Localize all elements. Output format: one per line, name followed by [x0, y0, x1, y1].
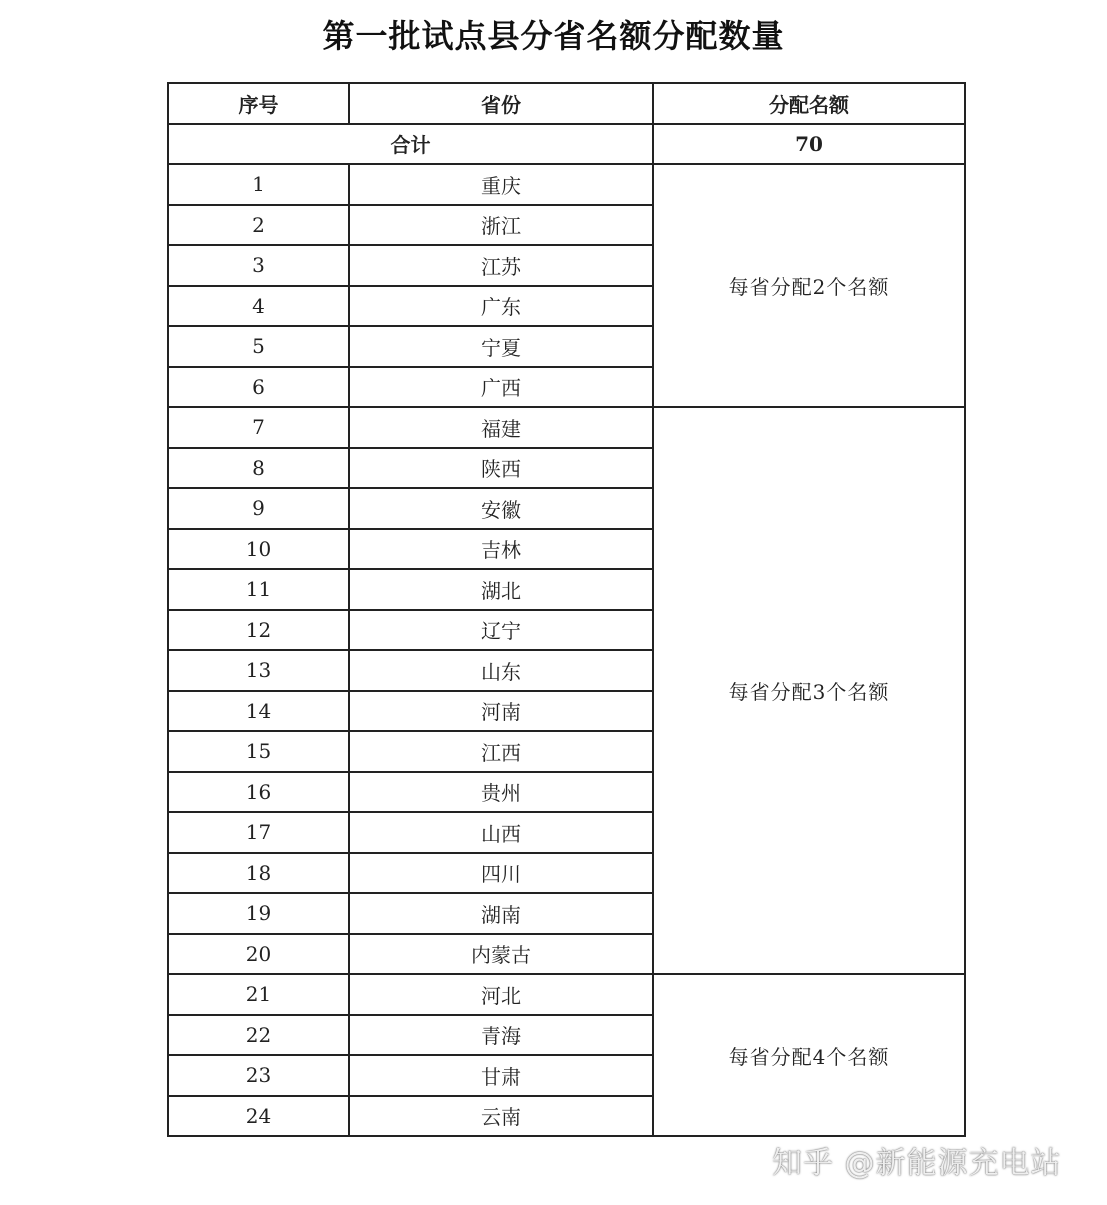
- table-row: [168, 164, 965, 205]
- header-index: 序号: [168, 83, 349, 124]
- row-index: 8: [168, 448, 349, 489]
- row-province: 湖南: [349, 893, 653, 934]
- row-province: 贵州: [349, 772, 653, 813]
- row-province: 青海: [349, 1015, 653, 1056]
- row-index: 14: [168, 691, 349, 732]
- row-province: 福建: [349, 407, 653, 448]
- row-index: 24: [168, 1096, 349, 1137]
- row-province: 云南: [349, 1096, 653, 1137]
- row-province: 宁夏: [349, 326, 653, 367]
- row-index: 22: [168, 1015, 349, 1056]
- row-index: 9: [168, 488, 349, 529]
- row-index: 18: [168, 853, 349, 894]
- watermark: 知乎 @新能源充电站: [772, 1146, 1062, 1181]
- group-quota-note: 每省分配4个名额: [653, 974, 965, 1136]
- total-value: 70: [653, 124, 965, 165]
- row-province: 重庆: [349, 164, 653, 205]
- row-index: 6: [168, 367, 349, 408]
- row-index: 13: [168, 650, 349, 691]
- row-index: 1: [168, 164, 349, 205]
- row-province: 四川: [349, 853, 653, 894]
- row-province: 内蒙古: [349, 934, 653, 975]
- row-index: 15: [168, 731, 349, 772]
- row-province: 河北: [349, 974, 653, 1015]
- row-index: 11: [168, 569, 349, 610]
- group-quota-note: 每省分配3个名额: [653, 407, 965, 974]
- row-province: 安徽: [349, 488, 653, 529]
- table-row: [168, 407, 965, 448]
- header-row: [168, 83, 965, 124]
- row-province: 山西: [349, 812, 653, 853]
- row-index: 12: [168, 610, 349, 651]
- row-province: 河南: [349, 691, 653, 732]
- row-province: 陕西: [349, 448, 653, 489]
- header-province: 省份: [349, 83, 653, 124]
- row-province: 湖北: [349, 569, 653, 610]
- group-quota-note: 每省分配2个名额: [653, 164, 965, 407]
- row-province: 吉林: [349, 529, 653, 570]
- total-row: [168, 124, 965, 165]
- row-province: 广西: [349, 367, 653, 408]
- row-province: 广东: [349, 286, 653, 327]
- row-province: 浙江: [349, 205, 653, 246]
- row-index: 4: [168, 286, 349, 327]
- row-index: 2: [168, 205, 349, 246]
- row-index: 5: [168, 326, 349, 367]
- row-index: 20: [168, 934, 349, 975]
- row-index: 3: [168, 245, 349, 286]
- row-index: 21: [168, 974, 349, 1015]
- row-index: 19: [168, 893, 349, 934]
- quota-table: [167, 82, 966, 1137]
- row-index: 7: [168, 407, 349, 448]
- total-label: 合计: [168, 124, 653, 165]
- table-row: [168, 974, 965, 1015]
- row-province: 江苏: [349, 245, 653, 286]
- row-province: 辽宁: [349, 610, 653, 651]
- header-quota: 分配名额: [653, 83, 965, 124]
- row-index: 10: [168, 529, 349, 570]
- row-province: 山东: [349, 650, 653, 691]
- row-index: 17: [168, 812, 349, 853]
- row-province: 江西: [349, 731, 653, 772]
- row-province: 甘肃: [349, 1055, 653, 1096]
- page-title: 第一批试点县分省名额分配数量: [322, 17, 785, 55]
- row-index: 16: [168, 772, 349, 813]
- row-index: 23: [168, 1055, 349, 1096]
